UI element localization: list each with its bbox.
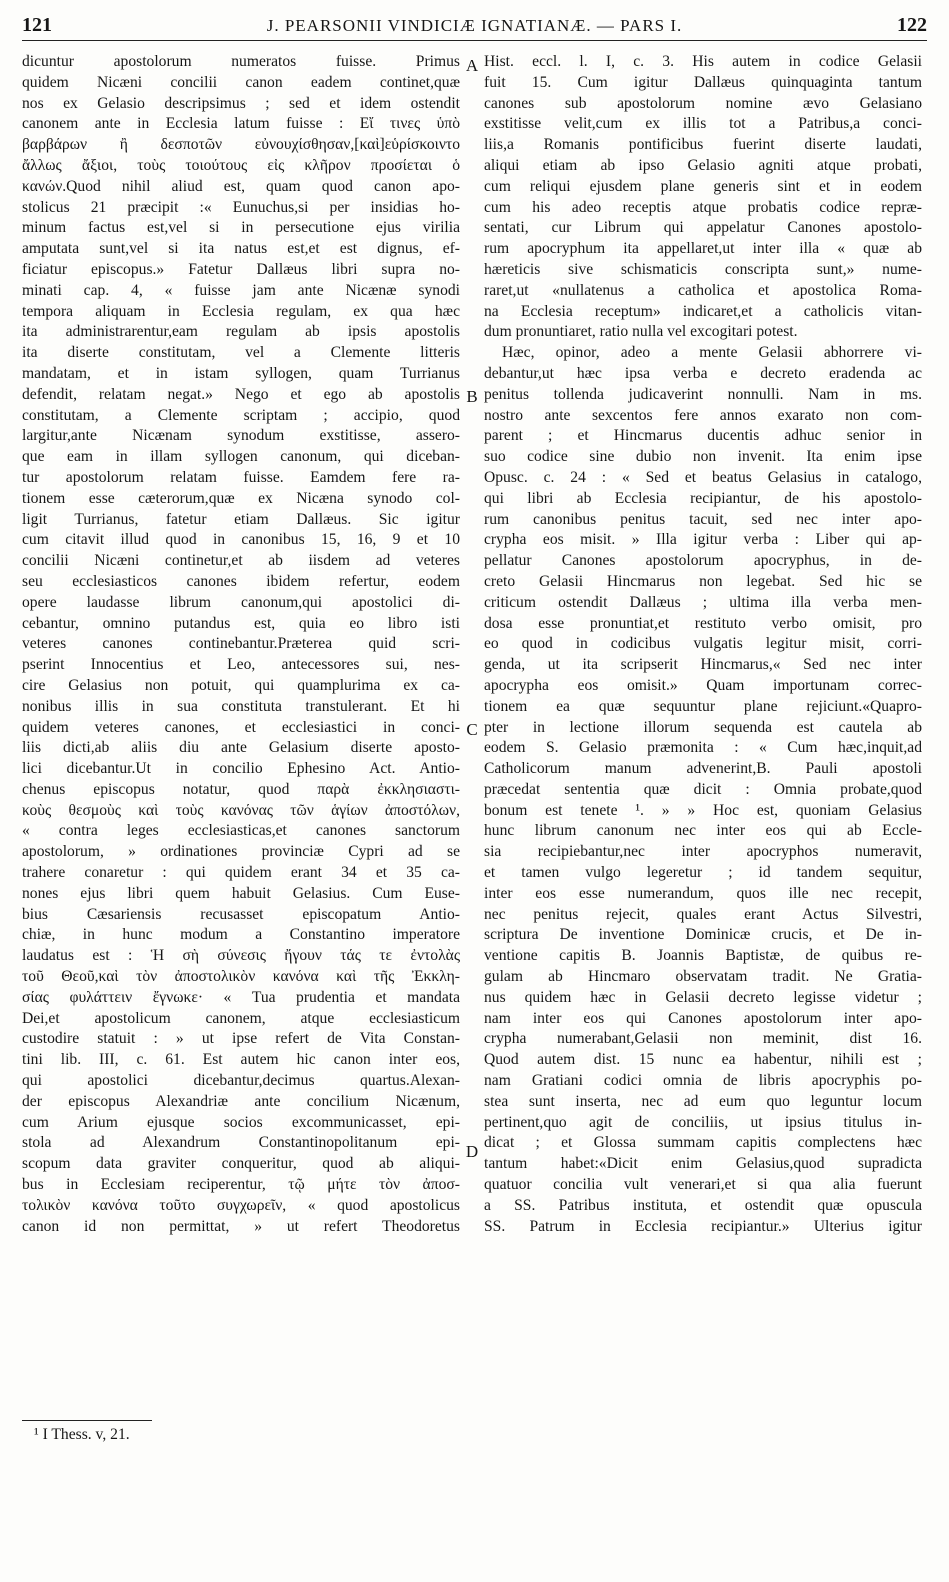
text-line: fuit 15. Cum igitur Dallæus quinquaginta tantum [484,73,922,91]
text-line: hunc librum canonum nec inter eos qui ab Eccle- [484,822,922,840]
text-line: amputata sunt,vel si ita natus est,et est dignus, ef- [22,240,460,258]
text-line: Catholicorum manum advenerint,B. Pauli apostoli [484,760,922,778]
text-line: a SS. Patribus instituta, et ostendit quæ opuscula [484,1196,922,1214]
text-line: stola ad Alexandrum Constantinopolitanum epi- [22,1134,460,1152]
text-line: cum Arium ejusque socios excommunicasset, epi- [22,1113,460,1131]
text-line: seu ecclesiasticos canones ibidem refertur, eodem [22,572,460,590]
text-line: canonem ante in Ecclesia latum fuisse : Εἴ τινες ὑπὸ [22,115,460,133]
text-line: nec penitus rejecit, quales erant Actus Silvestri, [484,905,922,923]
text-line: sentati, cur Librum qui appelatur Canones apostolo- [484,219,922,237]
text-line: Opusc. c. 24 : « Sed et beatus Gelasius in catalogo, [484,468,922,486]
text-line: ita diserte constitutam, vel a Clemente litteris [22,344,460,362]
page-number-left: 121 [22,14,52,36]
right-column [484,52,922,1237]
text-line: Hist. eccl. l. I, c. 3. His autem in codice Gelasii [484,53,922,70]
text-line: laudatus est : Ἡ σὴ σύνεσις ἤγουν τάς τε ἐντολὰς [22,947,460,965]
text-line: dicuntur apostolorum numeratos fuisse. Primus [22,53,460,70]
text-line: stea sunt inserta, nec ad eum quo leguntur locum [484,1092,922,1110]
text-line: σίας φυλάττειν ἔγνωκε· « Tua prudentia et mandata [22,988,460,1006]
text-line: criticum ostendit Dallæus ; ultima illa verba men- [484,593,922,611]
text-line: qui libri ab Ecclesia recipiantur, de his apostolo- [484,489,922,507]
text-line: stolicus 21 præcipit :« Eunuchus,si per insidias ho- [22,198,460,216]
text-line: der episcopus Alexandriæ ante concilium Nicænum, [22,1092,460,1110]
text-line: « contra leges ecclesiasticas,et canones sanctorum [22,822,460,840]
text-line: genda, ut ita scripserit Hincmarus,« Sed nec inter [484,656,922,674]
text-line: nam Gratiani codici omnia de libris apocryphis po- [484,1072,922,1090]
text-line: liis,a Romanis pontificibus fuerint diserte laudati, [484,136,922,154]
text-line: mandatam, et in istam syllogen, quam Turrianus [22,364,460,382]
text-line: scopum data graviter conqueritur, quod ab aliqui- [22,1155,460,1173]
text-line: pserint Innocentius et Leo, antecessores sui, nes- [22,656,460,674]
text-line: liis dicti,ab aliis diu ante Gelasium diserte aposto- [22,739,460,757]
text-line: cum his adeo receptis atque probatis codice repræ- [484,198,922,216]
text-line: parent ; et Hincmarus ducentis adhuc senior in [484,427,922,445]
text-line: eo quod in codicibus vulgatis legitur misit, corri- [484,635,922,653]
text-line: trahere conaretur : qui quidem erant 34 et 35 ca- [22,864,460,882]
text-line: eodem S. Gelasio præmonita : « Cum hæc,inquit,ad [484,739,922,757]
text-line: bonum est tenete ¹. » » Hoc est, quoniam Gelasius [484,801,922,819]
text-line: opere laudasse librum canonum,qui apostolici di- [22,593,460,611]
text-line: tionem esse cæterorum,quæ ex Nicæna synodo col- [22,489,460,507]
text-line: gulam ab Hincmaro observatam tradit. Ne Gratia- [484,968,922,986]
text-line: sia recipiebantur,nec inter apocryphos numeravit, [484,843,922,861]
text-line: suo codice sine dubio non invenit. Ita enim ipse [484,448,922,466]
text-line: SS. Patrum in Ecclesia recipiantur.» Ulterius igitur [484,1217,922,1235]
text-line: creto Gelasii Hincmarus non legebat. Sed hic se [484,572,922,590]
text-line: nonibus illis in sua constituta transtulerant. Et hi [22,697,460,715]
margin-letter-c: C [466,720,478,739]
text-line: concilii Nicæni continetur,et ab iisdem ad veteres [22,552,460,570]
text-line: cebantur, omnino putandus est, quia eo libro isti [22,614,460,632]
text-line: dicat ; et Glossa summam capitis complectens hæc [484,1134,922,1152]
text-line: ἄλλως ἄξιοι, τοὺς τοιούτους εἰς κλῆρον προσίεται ὁ [22,156,460,174]
text-line: qui apostolici dicebantur,decimus quartus.Alexan- [22,1072,460,1090]
text-line: ligit Turrianus, fatetur etiam Dallæus. Sic igitur [22,510,460,528]
text-line: apostolorum, » ordinationes provinciæ Cypri ad se [22,843,460,861]
text-line: nos ex Gelasio descripsimus ; sed et idem ostendit [22,94,460,112]
text-line: lici dicebantur.Ut in concilio Ephesino Act. Antio- [22,760,460,778]
text-line: rum canonibus penitus tacuit, sed nec inter apo- [484,510,922,528]
text-line: κοὺς θεσμοὺς καὶ τοὺς κανόνας τῶν ἁγίων ἀποστόλων, [22,801,460,819]
text-line: canones sub apostolorum nomine ævo Gelasiano [484,94,922,112]
text-line: ita administrarentur,eam regulam ab ipsis apostolis [22,323,460,341]
text-line: bus in Ecclesiam reciperentur, τῷ μήτε τὸν ἀποσ- [22,1176,460,1194]
text-line: κανών.Quod nihil aliud est, quam quod canon apo- [22,177,460,195]
text-line: veteres canones continebantur.Præterea quid scri- [22,635,460,653]
text-line: chenus episcopus notatur, quod παρὰ ἐκκλησιαστι- [22,780,460,798]
text-line: Dei,et apostolicum canonem, atque ecclesiasticum [22,1009,460,1027]
text-line: debantur,ut hæc ipsa verba e decreto eradenda ac [484,364,922,382]
text-line: quidem Nicæni concilii canon eadem continet,quæ [22,73,460,91]
text-line: nam inter eos qui Canones apostolorum inter apo- [484,1009,922,1027]
text-line: custodire statuit : » ut ipse refert de Vita Constan- [22,1030,460,1048]
text-line: βαρβάρων ἢ δεσποτῶν εὐνουχίσθησαν,[καὶ]εὑρίσκοιντο [22,136,460,154]
text-line: constitutam, a Clemente scriptam ; accipio, quod [22,406,460,424]
text-line: rum apocryphum ita appellaret,ut inter illa « quæ ab [484,240,922,258]
text-line: cire Gelasius non potuit, qui quamplurima ex ca- [22,676,460,694]
text-line: ficiatur episcopus.» Fatetur Dallæus libri supra no- [22,260,460,278]
page-number-right: 122 [897,14,927,36]
text-line: quidem veteres canones, et ecclesiastici in conci- [22,718,460,736]
text-line: cum citavit illud quod in canonibus 15, 16, 9 et 10 [22,531,460,549]
text-line: nones ejus libri quem habuit Gelasius. Cum Euse- [22,884,460,902]
text-line: tionem ea quæ sequuntur plane rejiciunt.«Quapro- [484,697,922,715]
text-line: τολικὸν κανόνα τοῦτο συγχωρεῖν, « quod apostolicus [22,1196,460,1214]
text-line: chiæ, in hunc modum a Constantino imperatore [22,926,460,944]
margin-letter-a: A [465,56,479,75]
text-line: cum reliqui ejusdem plane generis sint et in eodem [484,177,922,195]
text-line: et tamen vulgo legeretur ; id tandem sequitur, [484,864,922,882]
text-line: aliqui etiam ab ipso Gelasio agniti atque probati, [484,156,922,174]
text-line: penitus tollenda judicaverint nonnulli. Nam in ms. [484,385,922,403]
text-line: inter eos esse numerandum, quos ille nec recepit, [484,884,922,902]
text-line: nostro ante sexcentos fere annos exarato non com- [484,406,922,424]
text-line: Quod autem dist. 15 nunc ea habentur, nihili est ; [484,1051,922,1069]
text-line: pertinent,quo agit de conciliis, ut ipsius titulus in- [484,1113,922,1131]
text-line: largitur,ante Nicænam synodum exstitisse, assero- [22,427,460,445]
text-line: tini lib. III, c. 61. Est autem hic canon inter eos, [22,1051,460,1069]
margin-letter-b: B [466,387,478,406]
text-line: crypha eos misit. » Illa igitur verba : Liber qui ap- [484,531,922,549]
text-line: exstitisse velit,cum ex illis tot a Patribus,a conci- [484,115,922,133]
text-line: scriptura De inventione Dominicæ crucis, et De in- [484,926,922,944]
text-line: hæreticis sive schismaticis conscripta sunt,» nume- [484,260,922,278]
text-line: minum factus est,vel si in persecutione ejus virilia [22,219,460,237]
text-line: pter in lectione illorum sequenda est cautela ab [484,718,922,736]
running-title: J. PEARSONII VINDICIÆ IGNATIANÆ. — PARS I. [266,16,683,35]
text-line: defendit, relatam negat.» Nego et ego ab apostolis [22,385,460,403]
text-line: apocrypha eos omisit.» Quam importunam correc- [484,676,922,694]
text-line: raret,ut «nullatenus a catholica et apostolica Roma- [484,281,922,299]
text-line: τοῦ Θεοῦ,καὶ τὸν ἀποστολικὸν κανόνα καὶ τῆς Ἐκκλη- [22,968,460,986]
text-line: pellatur Canones apostolorum apocryphus, in de- [484,552,922,570]
text-line: tantum habet:«Dicit enim Gelasius,quod supradicta [484,1155,922,1173]
running-header [22,10,927,41]
footnote: ¹ I Thess. v, 21. [34,1426,130,1443]
text-line: ventione capitis B. Joannis Baptistæ, de quibus re- [484,947,922,965]
text-line: minati cap. 4, « fuisse jam ante Nicænæ synodi [22,281,460,299]
text-line: bius Cæsariensis recusasset episcopatum Antio- [22,905,460,923]
text-line: dosa esse pronuntiat,et restituto verbo omisit, pro [484,614,922,632]
text-line: quatuor concilia vult venerari,et si qua alia fuerunt [484,1176,922,1194]
text-line: canon id non permittat, » ut refert Theodoretus [22,1217,460,1235]
margin-letter-d: D [465,1142,479,1161]
text-line: crypha numerabant,Gelasii non meminit, dist 16. [484,1030,922,1048]
text-line: dum pronuntiaret, ratio nulla vel excogitari potest. [484,323,798,341]
text-line: nus quidem hæc in Gelasii decreto legisse videtur ; [484,988,922,1006]
text-line: tempora aliquam in Ecclesia regulam, ex qua hæc [22,302,460,320]
text-line: na Ecclesia receptum» indicaret,et a catholicis vitan- [484,302,922,320]
text-line: præcedat sententia quæ dicit : Omnia probate,quod [484,780,922,798]
text-line: Hæc, opinor, adeo a mente Gelasii abhorrere vi- [502,344,922,362]
text-line: que eam in illam syllogen canonum, qui diceban- [22,448,460,466]
left-column [22,52,460,1237]
footnote-rule [22,1420,152,1421]
text-line: tur apostolorum relatam fuisse. Eamdem fere ra- [22,468,460,486]
